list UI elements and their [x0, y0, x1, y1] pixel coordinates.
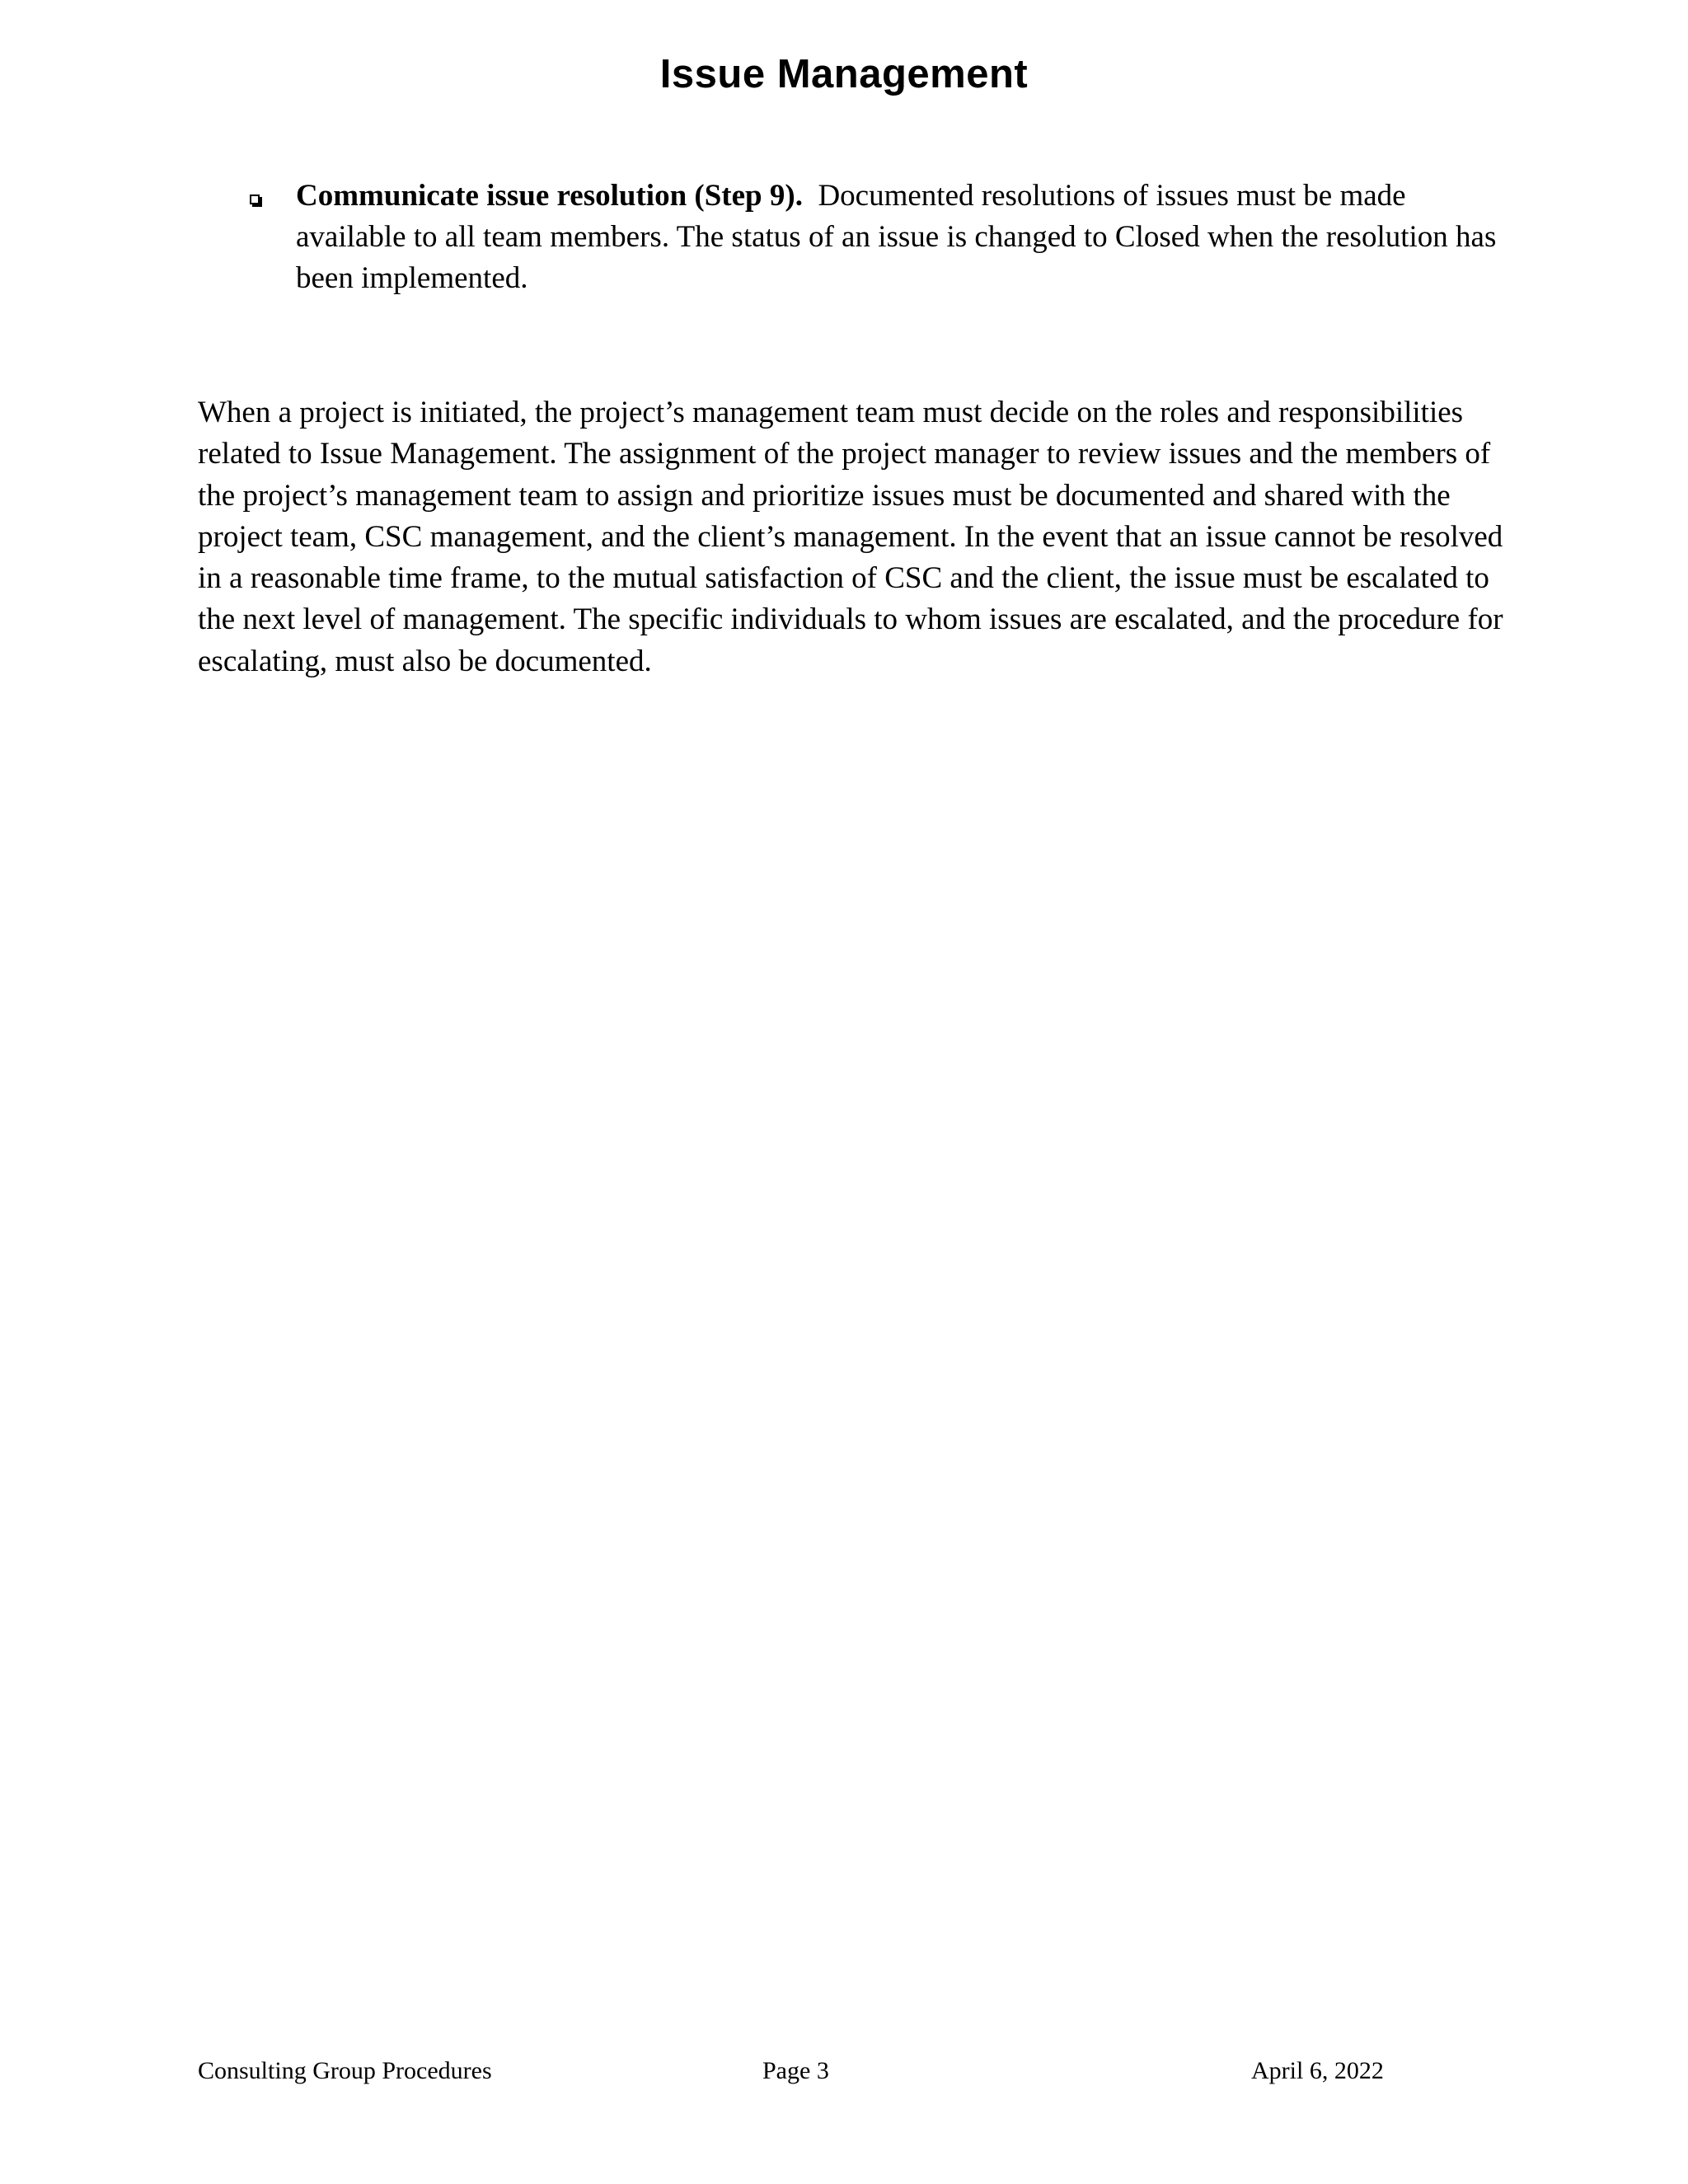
- footer-document-name: Consulting Group Procedures: [198, 2057, 492, 2084]
- checkbox-square-icon: [250, 194, 260, 204]
- footer-page-number: Page 3: [762, 2057, 829, 2084]
- footer-date: April 6, 2022: [1251, 2057, 1384, 2084]
- page-footer: [0, 2055, 1688, 2088]
- bullet-item-step-9: [296, 176, 1499, 299]
- page-title: Issue Management: [659, 52, 1029, 96]
- bullet-lead: Communicate issue resolution (Step 9).: [296, 179, 803, 213]
- bullet-text: Documented resolutions of issues must be made available to all team members. The status of an issue is changed to Closed when the resolution has been implemented.: [296, 179, 1497, 295]
- body-paragraph: When a project is initiated, the project’s management team must decide on the roles and responsibilities related to Issue Management. The assignment of the project manager to review issues and the members of the project’s management team to assign and prioritize issues must be documented and shared with the project team, CSC management, and the client’s management. In the event that an issue cannot be resolved in a reasonable time frame, to the mutual satisfaction of CSC and the client, the issue must be escalated to the next level of management. The specific individuals to whom issues are escalated, and the procedure for escalating, must also be documented.: [198, 396, 1503, 678]
